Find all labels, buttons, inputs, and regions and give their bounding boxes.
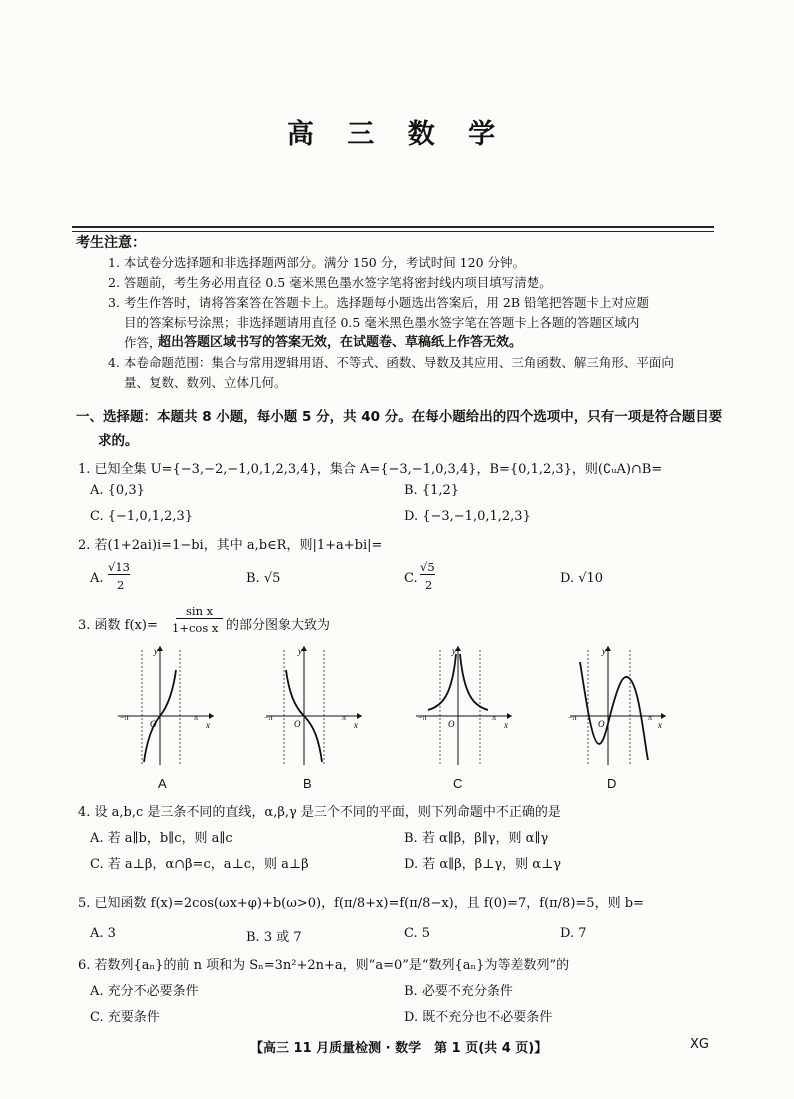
axis-y-label: y: [154, 646, 158, 656]
axis-y-label: y: [602, 646, 606, 656]
notice-item-2: 2. 答题前，考生务必用直径 0.5 毫米黑色墨水签字笔将密封线内项目填写清楚。: [108, 275, 552, 290]
q1-stem: 1. 已知全集 U={−3,−2,−1,0,1,2,3,4}，集合 A={−3,−1,0,3,4}，B={0,1,2,3}，则(∁ᵤA)∩B=: [78, 462, 663, 477]
q6-option-a: A. 充分不必要条件: [90, 984, 199, 999]
q2-option-a-label: A.: [90, 571, 104, 586]
origin-label: O: [294, 719, 301, 729]
origin-label: O: [150, 719, 157, 729]
q4-option-c: C. 若 a⊥β，α∩β=c，a⊥c，则 a⊥β: [90, 857, 309, 872]
notice-item-4: 4. 本卷命题范围：集合与常用逻辑用语、不等式、函数、导数及其应用、三角函数、解三角形、平面向: [108, 355, 674, 370]
q3-stem-pre: 3. 函数 f(x)=: [78, 618, 158, 633]
q3-frac-den: 1+cos x: [172, 621, 219, 635]
page-footer: 【高三 11 月质量检测 · 数学 第 1 页(共 4 页)】: [250, 1041, 548, 1056]
pos-pi-label: π: [194, 713, 199, 722]
q6-option-b: B. 必要不充分条件: [404, 984, 513, 999]
notice-item-3-cont2: 作答，: [124, 335, 162, 350]
q3-graph-d: [562, 640, 672, 770]
section-title-cont: 求的。: [98, 433, 139, 449]
q3-graph-b: [258, 640, 368, 770]
axis-x-label: x: [658, 720, 662, 730]
section-title: 一、选择题：本题共 8 小题，每小题 5 分，共 40 分。在每小题给出的四个选项中，只有一项是符合题目要: [76, 409, 723, 425]
q2-stem: 2. 若(1+2ai)i=1−bi，其中 a,b∈R，则|1+a+bi|=: [78, 538, 383, 553]
notice-item-3-emphasis: 超出答题区域书写的答案无效，在试题卷、草稿纸上作答无效。: [158, 335, 523, 350]
axis-x-label: x: [504, 720, 508, 730]
notice-item-3: 3. 考生作答时，请将答案答在答题卡上。选择题每小题选出答案后，用 2B 铅笔把答题卡上对应题: [108, 295, 649, 310]
q6-option-d: D. 既不充分也不必要条件: [404, 1010, 553, 1025]
notice-item-3-cont: 目的答案标号涂黑；非选择题请用直径 0.5 毫米黑色墨水签字笔在答题卡上各题的答题区域内: [124, 315, 640, 330]
q3-graph-b-label: B: [303, 776, 312, 791]
q1-option-b: B. {1,2}: [404, 483, 460, 498]
neg-pi-label: −π: [264, 713, 273, 722]
q6-stem: 6. 若数列{aₙ}的前 n 项和为 Sₙ=3n²+2n+a，则“a=0”是“数列{aₙ}为等差数列”的: [78, 958, 570, 973]
axis-x-label: x: [206, 720, 210, 730]
axis-y-label: y: [298, 646, 302, 656]
q4-option-b: B. 若 α∥β，β∥γ，则 α∥γ: [404, 831, 549, 846]
q4-option-d: D. 若 α∥β，β⊥γ，则 α⊥γ: [404, 857, 562, 872]
header-rule-thin: [72, 231, 714, 232]
q5-option-d: D. 7: [560, 926, 587, 941]
q3-graph-d-label: D: [607, 776, 617, 791]
neg-pi-label: −π: [418, 713, 427, 722]
q3-stem-post: 的部分图象大致为: [226, 618, 331, 633]
neg-pi-label: −π: [120, 713, 129, 722]
q5-option-a: A. 3: [90, 926, 116, 941]
notice-heading: 考生注意：: [76, 235, 146, 251]
notice-item-4-cont: 量、复数、数列、立体几何。: [124, 375, 287, 390]
q1-option-c: C. {−1,0,1,2,3}: [90, 509, 194, 524]
q3-graph-a: [110, 640, 220, 770]
pos-pi-label: π: [492, 713, 497, 722]
notice-item-1: 1. 本试卷分选择题和非选择题两部分。满分 150 分，考试时间 120 分钟。: [108, 255, 526, 270]
q6-option-c: C. 充要条件: [90, 1010, 160, 1025]
neg-pi-label: −π: [568, 713, 577, 722]
q2-option-a-den: 2: [117, 578, 125, 592]
q4-option-a: A. 若 a∥b，b∥c，则 a∥c: [90, 831, 233, 846]
axis-x-label: x: [354, 720, 358, 730]
pos-pi-label: π: [648, 713, 653, 722]
q2-option-c-num: √5: [420, 560, 435, 574]
q4-stem: 4. 设 a,b,c 是三条不同的直线，α,β,γ 是三个不同的平面，则下列命题中不正确的是: [78, 805, 561, 820]
q5-option-b: B. 3 或 7: [246, 930, 302, 945]
origin-label: O: [448, 719, 455, 729]
q2-option-c-label: C.: [404, 571, 418, 586]
q5-stem: 5. 已知函数 f(x)=2cos(ωx+φ)+b(ω>0)，f(π/8+x)=f(π/8−x)，且 f(0)=7，f(π/8)=5，则 b=: [78, 896, 644, 911]
q3-graph-a-label: A: [158, 776, 167, 791]
axis-y-label: y: [452, 646, 456, 656]
q5-option-c: C. 5: [404, 926, 431, 941]
origin-label: O: [598, 719, 605, 729]
footer-code: XG: [690, 1037, 709, 1052]
q1-option-a: A. {0,3}: [90, 483, 145, 498]
q2-option-d: D. √10: [560, 571, 604, 586]
header-rule-thick: [72, 226, 714, 228]
q3-graph-c: [408, 640, 518, 770]
q1-option-d: D. {−3,−1,0,1,2,3}: [404, 509, 531, 524]
pos-pi-label: π: [342, 713, 347, 722]
page-title: 高 三 数 学: [286, 119, 508, 150]
q3-frac-num: sin x: [176, 604, 223, 619]
q3-graph-c-label: C: [453, 776, 463, 791]
q2-option-c-den: 2: [425, 578, 433, 592]
q2-option-b: B. √5: [246, 571, 281, 586]
q2-option-a-num: √13: [108, 560, 130, 574]
